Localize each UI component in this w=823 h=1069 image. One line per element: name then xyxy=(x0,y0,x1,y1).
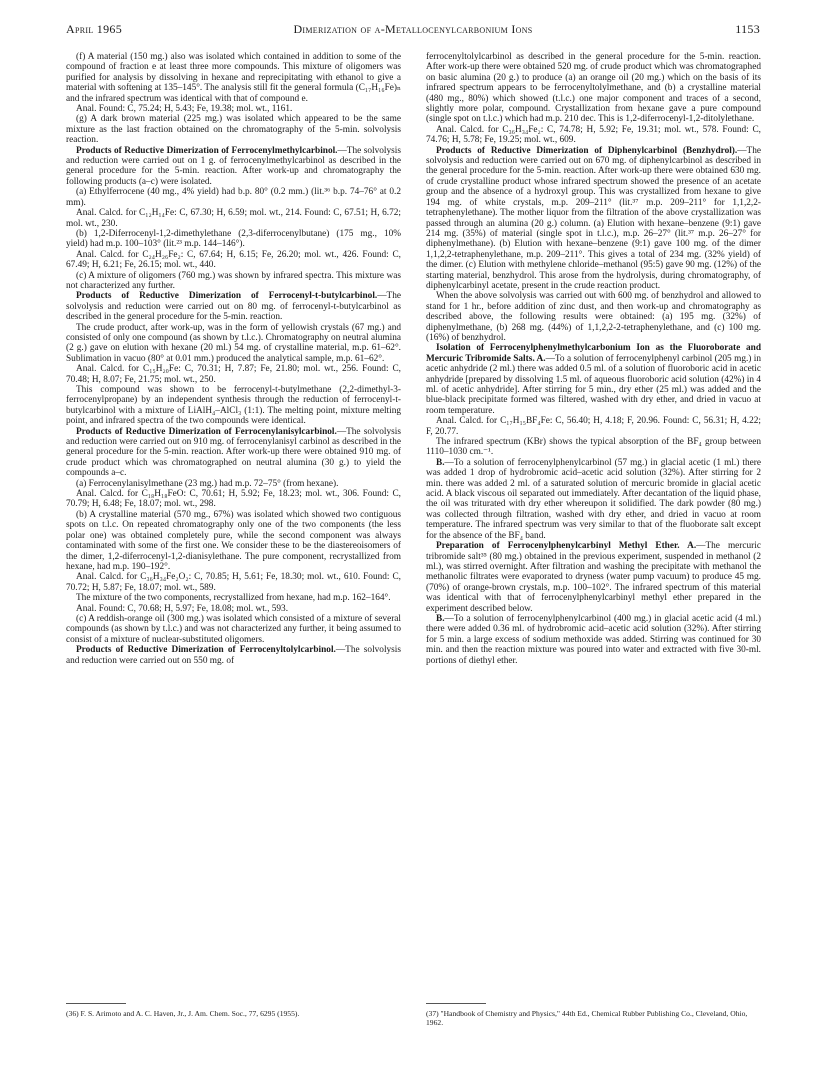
paragraph xyxy=(66,645,401,666)
paragraph xyxy=(66,593,401,603)
paragraph-text: (b) A crystalline material (570 mg., 67%) was isolated which showed two contiguous spots on t.l.c. On repeated chromatography only one of the two components (the less polar one) was obtained completely pure, while the second component was always contaminated with some of the first one. We consider these to be the diastereoisomers of the dimer, 1,2-diferrocenyl-1,2-dianisylethane. The pure component, recrystallized from hexane, had m.p. 190–192°. xyxy=(66,509,401,572)
paragraph-text: Anal. Found: C, 75.24; H, 5.43; Fe, 19.38; mol. wt., 1161. xyxy=(76,104,293,115)
paragraph xyxy=(66,229,401,250)
paragraph-text: —The solvolysis and reduction were carried out on 670 mg. of diphenylcarbinol as described in the general procedure for the 5-min. reaction. After work-up there were obtained 630 mg. of crude crystalline product whose infrared spectrum showed the presence of an acetate group and the absence of a hydroxyl group. This was crystallized from hexane to give 194 mg. of white crystals, m.p. 209–211° (lit.³⁷ m.p. 209–211° for 1,1,2,2-tetraphenylethane). The mother liquor from the filtration of the above crystallization was passed through an alumina (20 g.) column. (a) Elution with hexane–benzene (9:1) gave 214 mg. (35%) of material (single spot in t.l.c.), m.p. 26–27° (lit.³⁷ m.p. 26–27° for diphenylmethane). (b) Elution with hexane–benzene (9:1) gave 100 mg. of the dimer 1,1,2,2-tetraphenylethane, m.p. 209–211°. This gives a total of 234 mg. (32% yield) of the dimer. (c) Elution with methylene chloride–methanol (95:5) gave 90 mg. (12%) of the starting material, benzhydrol. This arose from the hydrolysis, during chromatography, of diphenylcarbinyl acetate, present in the crude reaction product. xyxy=(426,145,761,291)
paragraph xyxy=(66,385,401,427)
paragraph xyxy=(66,323,401,365)
paragraph-text: The mixture of the two components, recrystallized from hexane, had m.p. 162–164°. xyxy=(76,593,391,604)
footnote-rule-right xyxy=(426,1003,486,1004)
paragraph-text: Anal. Calcd. for C₁₂H₁₄Fe: C, 67.30; H, 6.59; mol. wt., 214. Found: C, 67.51; H, 6.72; mol. wt., 230. xyxy=(66,208,401,229)
paragraph xyxy=(426,291,761,343)
paragraph xyxy=(66,104,401,114)
paragraph xyxy=(66,364,401,385)
section-heading: Products of Reductive Dimerization of Ferrocenylmethylcarbinol. xyxy=(76,145,338,156)
paragraph-text: (g) A dark brown material (225 mg.) was isolated which appeared to be the same mixture as the last fraction obtained on the chromatography of the 5-min. solvolysis reaction. xyxy=(66,114,401,146)
paragraph xyxy=(66,510,401,572)
section-heading: Products of Reductive Dimerization of Ferrocenyltolylcarbinol. xyxy=(76,645,336,656)
footnote-rule-left xyxy=(66,1003,126,1004)
paragraph-text: (b) 1,2-Diferrocenyl-1,2-dimethylethane (2,3-diferrocenylbutane) (175 mg., 10% yield) had m.p. 100–103° (lit.²³ m.p. 144–146°). xyxy=(66,228,401,250)
paragraph xyxy=(66,427,401,479)
paragraph-text: —The solvolysis and reduction were carried out on 550 mg. of xyxy=(66,645,401,666)
paragraph xyxy=(426,52,761,125)
paragraph-text: This compound was shown to be ferrocenyl-t-butylmethane (2,2-dimethyl-3-ferrocenylpropane) by an independent synthesis through the reduction of ferrocenyl-t-butylcarbinol with a mixture of LiAlH₄–AlCl₃ (1:1). The melting point, mixture melting point, and infrared spectra of the two compounds were identical. xyxy=(66,385,401,427)
paragraph-text: Anal. Found: C, 70.68; H, 5.97; Fe, 18.08; mol. wt., 593. xyxy=(76,603,289,614)
footnote-37: (37) "Handbook of Chemistry and Physics," 44th Ed., Chemical Rubber Publishing Co., Cleveland, Ohio, 1962. xyxy=(426,1009,748,1028)
paragraph xyxy=(66,479,401,489)
section-heading: B. xyxy=(436,457,445,468)
paragraph xyxy=(426,146,761,292)
paragraph-text: Anal. Calcd. for C₂₄H₂₆Fe₂: C, 67.64; H, 6.15; Fe, 26.20; mol. wt., 426. Found: C, 67.49; H, 6.21; Fe, 26.15; mol. wt., 440. xyxy=(66,249,401,271)
paragraph-text: The infrared spectrum (KBr) shows the typical absorption of the BF₄ group between 1110–1030 cm.⁻¹. xyxy=(426,437,761,458)
section-heading: Products of Reductive Dimerization of Ferrocenylanisylcarbinol. xyxy=(76,426,337,437)
paragraph-text: (c) A reddish-orange oil (300 mg.) was isolated which consisted of a mixture of several compounds (as shown by t.l.c.) and was not characterized any further, it being assumed to consist of a mixture of nuclear-substituted oligomers. xyxy=(66,613,401,645)
paragraph-text: Anal. Calcd. for C₃₆H₃₄Fe₂: C, 74.78; H, 5.92; Fe, 19.31; mol. wt., 578. Found: C, 74.76; H, 5.78; Fe, 19.25; mol. wt., 609. xyxy=(426,124,761,146)
paragraph-text: Anal. Calcd. for C₃₆H₃₄Fe₂O₂: C, 70.85; H, 5.61; Fe, 18.30; mol. wt., 610. Found: C, 70.72; H, 5.87; Fe, 18.07; mol. wt., 589. xyxy=(66,572,401,593)
paragraph xyxy=(426,541,761,614)
paragraph-text: When the above solvolysis was carried out with 600 mg. of benzhydrol and allowed to stand for 1 hr., before addition of zinc dust, and then work-up and chromatography as described above, the following results were obtained: (a) 195 mg. (32%) of diphenylmethane, (b) 268 mg. (44%) of 1,1,2,2-2-tetraphenylethane, and (c) 100 mg. (16%) of benzhydrol. xyxy=(426,291,761,343)
paragraph-text: —The mercuric tribromide salt³⁵ (80 mg.) obtained in the previous experiment, suspended in methanol (2 ml.), was stirred overnight. After filtration and washing the precipitate with methanol the methanolic filtrates were evaporated to dryness (water pump vacuum) to produce 45 mg. (70%) of orange-brown crystals, m.p. 100–102°. The infrared spectrum of this material was identical with that of ferrocenylphenylcarbinyl methyl ether prepared in the experiment described below. xyxy=(426,541,761,614)
paragraph-text: —To a solution of ferrocenylphenylcarbinol (57 mg.) in glacial acetic (1 ml.) there was added 1 drop of hydrobromic acid–acetic acid solution (32%). After stirring for 2 min. there was added 2 ml. of a saturated solution of mercuric bromide in glacial acetic acid. A black viscous oil separated out immediately. After decantation of the liquid phase, the oil was triturated with dry ether whereupon it solidified. The dark powder (80 mg.) was collected through filtration, washed with dry ether, and dried in vacuo at room temperature. The infrared spectrum was very similar to that of the fluoborate salt except for the absence of the BF₄ band. xyxy=(426,457,761,541)
right-column xyxy=(426,52,761,666)
paragraph xyxy=(426,458,761,541)
paragraph xyxy=(66,52,401,104)
paragraph xyxy=(66,604,401,614)
paragraph xyxy=(66,572,401,593)
paragraph-text: (f) A material (150 mg.) also was isolated which contained in addition to some of the compound of fraction e at least three more compounds. This mixture of oligomers was purified for analysis by dissolving in hexane and reprecipitating with ethanol to give a material with softening at 135–145°. The analysis still fit the general formula (C₁₇H₁₆Fe)ₙ and the infrared spectrum was identical with that of compound e. xyxy=(66,52,401,104)
paragraph-text: —The solvolysis and reduction were carried out on 1 g. of ferrocenylmethylcarbinol as described in the general procedure for the 5-min. reaction. After work-up and chromatography the following products (a–c) were isolated. xyxy=(66,145,401,187)
footnote-36: (36) F. S. Arimoto and A. C. Haven, Jr., J. Am. Chem. Soc., 77, 6295 (1955). xyxy=(66,1009,300,1018)
paragraph-text: —To a solution of ferrocenylphenylcarbinol (400 mg.) in glacial acetic acid (4 ml.) there were added 0.36 ml. of hydrobromic acid–acetic acid solution (32%). After stirring for 5 min. a large excess of sodium methoxide was added. Stirring was continued for 30 min. and then the reaction mixture was poured into water and extracted with five 30-ml. portions of diethyl ether. xyxy=(426,613,761,666)
header-date: April 1965 xyxy=(66,22,123,36)
paragraph xyxy=(426,125,761,146)
page-number: 1153 xyxy=(735,22,760,36)
paragraph-text: (a) Ferrocenylanisylmethane (23 mg.) had m.p. 72–75° (from hexane). xyxy=(76,478,339,489)
paragraph xyxy=(66,291,401,322)
paragraph-text: The crude product, after work-up, was in the form of yellowish crystals (67 mg.) and consisted of only one compound (as shown by t.l.c.). Chromatography on neutral alumina (2 g.) gave on elution with hexane (20 ml.) 54 mg. of crystalline material, m.p. 61–62°. Sublimation in vacuo (80° at 0.01 mm.) produced the analytical sample, m.p. 61–62°. xyxy=(66,322,401,364)
paragraph-text: Anal. Calcd. for C₁₅H₂₀Fe: C, 70.31; H, 7.87; Fe, 21.80; mol. wt., 256. Found: C, 70.48; H, 8.07; Fe, 21.75; mol. wt., 250. xyxy=(66,364,401,385)
section-heading: Products of Reductive Dimerization of Diphenylcarbinol (Benzhydrol). xyxy=(436,145,738,156)
section-heading: Products of Reductive Dimerization of Ferrocenyl-t-butylcarbinol. xyxy=(76,291,378,302)
paragraph xyxy=(66,489,401,510)
paragraph xyxy=(426,416,761,437)
paragraph-text: ferrocenyltolylcarbinol as described in the general procedure for the 5-min. reaction. After work-up there were obtained 520 mg. of crude product which was chromatographed on basic alumina (20 g.) to produce (a) an orange oil (20 mg.) which on the basis of its infrared spectrum appears to be ferrocenyltolylmethane, and (b) a crystalline material (480 mg., 80%) which showed (t.l.c.) one major component and traces of a second, slightly more polar, compound. Crystallization from hexane gave a pure compound (single spot on t.l.c.) which had m.p. 210 dec. This is 1,2-diferrocenyl-1,2-ditolylethane. xyxy=(426,52,761,125)
paragraph-text: —To a solution of ferrocenylphenyl carbinol (205 mg.) in acetic anhydride (2 ml.) there was added 0.5 ml. of a solution of fluoroboric acid in acetic anhydride [prepared by dissolving 1.5 ml. of aqueous fluoroboric acid solution (42%) in 4 ml. of acetic anhydride]. After stirring for 5 min., dry ether (25 ml.) was added and the blue-black precipitate formed was filtered, washed with dry ether, and dried in vacuo at room temperature. xyxy=(426,353,761,416)
paragraph-text: —The solvolysis and reduction were carried out on 80 mg. of ferrocenyl-t-butylcarbinol as described in the general procedure for the 5-min. reaction. xyxy=(66,291,401,323)
paragraph-text: Anal. Calcd. for C₁₈H₁₈FeO: C, 70.61; H, 5.92; Fe, 18.23; mol. wt., 306. Found: C, 70.79; H, 6.48; Fe, 18.07; mol. wt., 298. xyxy=(66,489,401,510)
paragraph xyxy=(66,208,401,229)
paragraph xyxy=(66,271,401,292)
paragraph xyxy=(426,437,761,458)
paragraph xyxy=(66,614,401,645)
paragraph xyxy=(426,614,761,666)
paragraph xyxy=(66,146,401,188)
section-heading: Isolation of Ferrocenylphenylmethylcarbonium Ion as the Fluoroborate and Mercuric Tribromide Salts. A. xyxy=(426,343,761,364)
paragraph-text: —The solvolysis and reduction were carried out on 910 mg. of ferrocenylanisyl carbinol as described in the general procedure for the 5-min. reaction. After work-up there were obtained 910 mg. of crude product which was chromatographed on neutral alumina (30 g.) to yield the compounds a–c. xyxy=(66,426,401,479)
section-heading: B. xyxy=(436,613,445,624)
paragraph xyxy=(426,343,761,416)
section-heading: Preparation of Ferrocenylphenylcarbinyl Methyl Ether. A. xyxy=(436,541,697,552)
header-title: Dimerization of α-Metallocenylcarbonium Ions xyxy=(293,22,533,36)
paragraph-text: (c) A mixture of oligomers (760 mg.) was shown by infrared spectra. This mixture was not characterized any further. xyxy=(66,270,401,291)
paragraph xyxy=(66,114,401,145)
paragraph xyxy=(66,187,401,208)
left-column xyxy=(66,52,401,666)
paragraph-text: Anal. Calcd. for C₁₇H₁₅BF₄Fe: C, 56.40; H, 4.18; F, 20.96. Found: C, 56.31; H, 4.22; F, 20.77. xyxy=(426,416,761,437)
paragraph xyxy=(66,250,401,271)
running-header xyxy=(66,22,760,38)
paragraph-text: (a) Ethylferrocene (40 mg., 4% yield) had b.p. 80° (0.2 mm.) (lit.³⁶ b.p. 74–76° at 0.2 mm). xyxy=(66,187,401,208)
